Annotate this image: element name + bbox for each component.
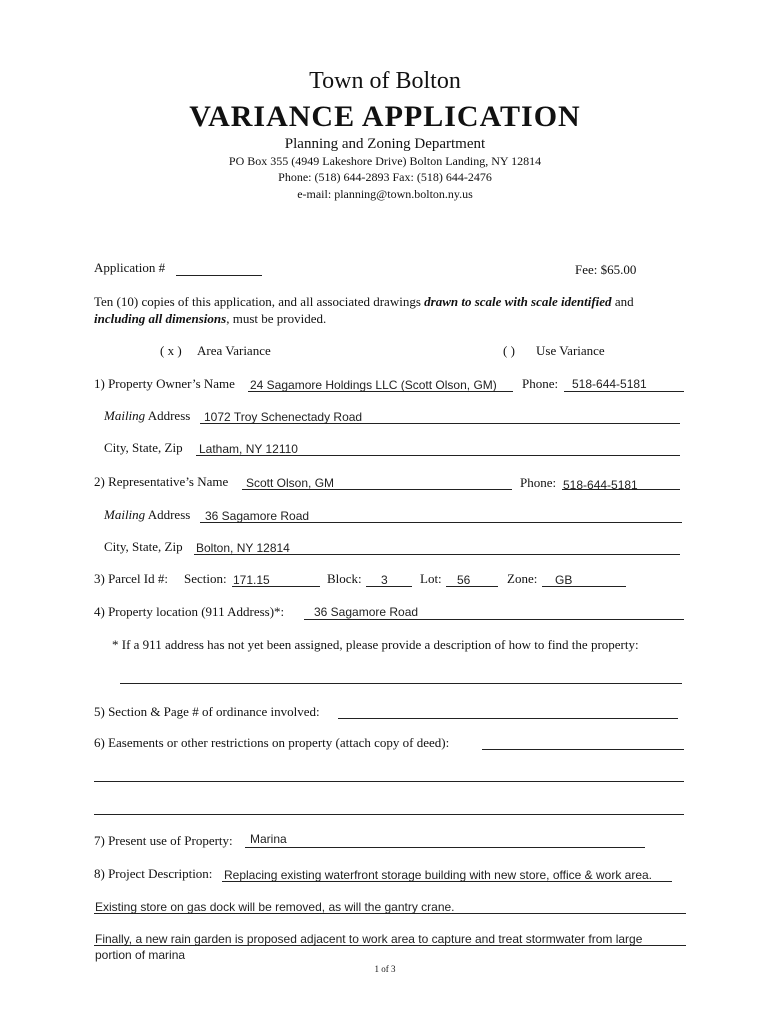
ordinance-section-label: 5) Section & Page # of ordinance involved: [94,704,320,719]
area-variance-label: Area Variance [197,343,271,358]
representative-mailing-label-text: Address [145,507,191,522]
page-title: VARIANCE APPLICATION [189,100,581,133]
area-variance-checkbox[interactable]: ( x ) [160,343,182,358]
representative-mailing-label-italic: Mailing [104,507,146,522]
owner-phone-field[interactable]: 518-644-5181 [572,377,647,391]
easements-field-2[interactable] [94,781,684,782]
property-location-label: 4) Property location (911 Address)*: [94,604,285,619]
property-location-note: * If a 911 address has not yet been assigned, please provide a description of how to find the property: [112,637,639,652]
parcel-block-underline [366,586,412,587]
instructions-text-1: Ten (10) copies of this application, and all associated drawings [94,294,425,309]
present-use-label: 7) Present use of Property: [94,833,233,848]
ordinance-section-field[interactable] [338,718,678,719]
instructions-line-1 [94,294,634,310]
owner-mailing-field[interactable]: 1072 Troy Schenectady Road [204,410,363,424]
owner-phone-underline [564,391,684,392]
representative-mailing-label [104,507,190,523]
property-location-underline [304,619,684,620]
department-email: e-mail: planning@town.bolton.ny.us [297,187,473,201]
fee-text: Fee: $65.00 [575,262,637,277]
parcel-block-field[interactable]: 3 [381,573,388,587]
town-name: Town of Bolton [309,68,461,94]
parcel-lot-field[interactable]: 56 [457,573,471,587]
owner-name-label: 1) Property Owner’s Name [94,376,235,391]
application-number-label: Application # [94,260,166,275]
owner-city-state-zip-field[interactable]: Latham, NY 12110 [199,442,298,456]
project-description-line-2[interactable]: Existing store on gas dock will be removed, as will the gantry crane. [95,900,455,914]
parcel-zone-field[interactable]: GB [555,573,573,587]
easements-field-3[interactable] [94,814,684,815]
representative-name-label: 2) Representative’s Name [94,474,229,489]
parcel-lot-label: Lot: [420,571,442,586]
representative-city-state-zip-field[interactable]: Bolton, NY 12814 [196,541,290,555]
instructions-emphasis-1: drawn to scale with scale identified [424,294,612,309]
parcel-zone-label: Zone: [507,571,538,586]
parcel-block-label: Block: [327,571,362,586]
instructions-text-2: and [611,294,634,309]
parcel-section-field[interactable]: 171.15 [233,573,270,587]
project-description-line-4[interactable]: portion of marina [95,948,186,962]
property-description-field[interactable] [120,683,682,684]
owner-mailing-label-italic: Mailing [104,408,146,423]
department-address: PO Box 355 (4949 Lakeshore Drive) Bolton Landing, NY 12814 [228,154,542,168]
parcel-lot-underline [446,586,498,587]
use-variance-label: Use Variance [536,343,605,358]
representative-phone-field[interactable]: 518-644-5181 [563,478,638,492]
use-variance-checkbox[interactable]: ( ) [503,343,515,358]
owner-mailing-label-text: Address [145,408,191,423]
parcel-id-label: 3) Parcel Id #: [94,571,169,586]
project-description-label: 8) Project Description: [94,866,213,881]
instructions-line-2 [94,311,326,327]
owner-city-state-zip-label: City, State, Zip [104,440,183,455]
representative-mailing-field[interactable]: 36 Sagamore Road [205,509,310,523]
property-location-field[interactable]: 36 Sagamore Road [314,605,419,619]
present-use-underline [245,847,645,848]
representative-city-state-zip-label: City, State, Zip [104,539,183,554]
instructions-text-3: , must be provided. [226,311,327,326]
easements-field-1[interactable] [482,749,684,750]
representative-name-field[interactable]: Scott Olson, GM [246,476,335,490]
owner-phone-label: Phone: [522,376,559,391]
owner-mailing-label [104,408,190,424]
project-description-line-3[interactable]: Finally, a new rain garden is proposed adjacent to work area to capture and treat stormwater from large [95,932,643,946]
parcel-section-label: Section: [184,571,227,586]
page-number: 1 of 3 [374,964,396,974]
owner-name-field[interactable]: 24 Sagamore Holdings LLC (Scott Olson, GM) [250,378,497,392]
department-name: Planning and Zoning Department [284,136,486,152]
easements-label: 6) Easements or other restrictions on property (attach copy of deed): [94,735,450,750]
representative-phone-label: Phone: [520,475,557,490]
application-number-field[interactable] [176,275,262,276]
project-description-line-1[interactable]: Replacing existing waterfront storage building with new store, office & work area. [224,868,652,882]
instructions-emphasis-2: including all dimensions [94,311,227,326]
department-phone-fax: Phone: (518) 644-2893 Fax: (518) 644-2476 [278,170,492,184]
present-use-field[interactable]: Marina [250,832,287,846]
